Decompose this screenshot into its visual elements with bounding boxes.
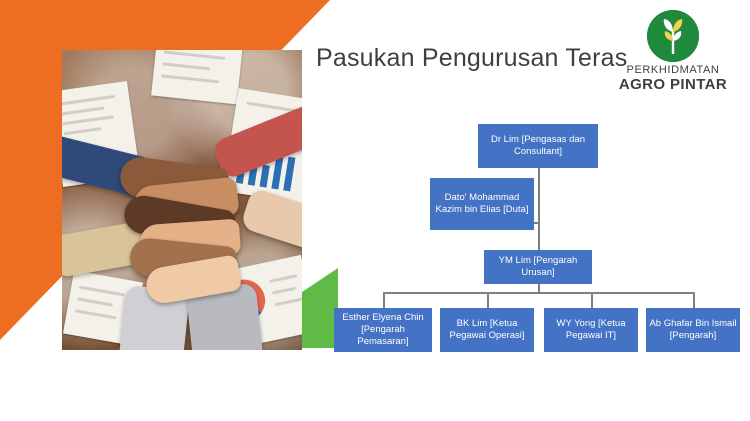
org-node-marketing-director[interactable]: Esther Elyena Chin [Pengarah Pemasaran] <box>334 308 432 352</box>
org-node-director[interactable]: Ab Ghafar Bin Ismail [Pengarah] <box>646 308 740 352</box>
org-node-cio[interactable]: WY Yong [Ketua Pegawai IT] <box>544 308 638 352</box>
connector-line <box>383 292 385 308</box>
paper-document <box>151 50 243 104</box>
connector-line <box>487 292 489 308</box>
connector-line <box>538 168 540 256</box>
org-node-founder[interactable]: Dr Lim [Pengasas dan Consultant] <box>478 124 598 168</box>
org-node-ambassador[interactable]: Dato' Mohammad Kazim bin Elias [Duta] <box>430 178 534 230</box>
org-node-managing-director[interactable]: YM Lim [Pengarah Urusan] <box>484 250 592 284</box>
connector-line <box>693 292 695 308</box>
brand-logo <box>610 10 736 93</box>
wheat-leaf-icon <box>647 10 699 62</box>
logo-line-1: PERKHIDMATAN <box>626 64 720 76</box>
team-hands-together-photo <box>62 50 302 350</box>
logo-line-2: AGRO PINTAR <box>618 76 728 93</box>
connector-line <box>591 292 593 308</box>
page-title: Pasukan Pengurusan Teras <box>316 44 628 72</box>
org-node-coo[interactable]: BK Lim [Ketua Pegawai Operasi] <box>440 308 534 352</box>
